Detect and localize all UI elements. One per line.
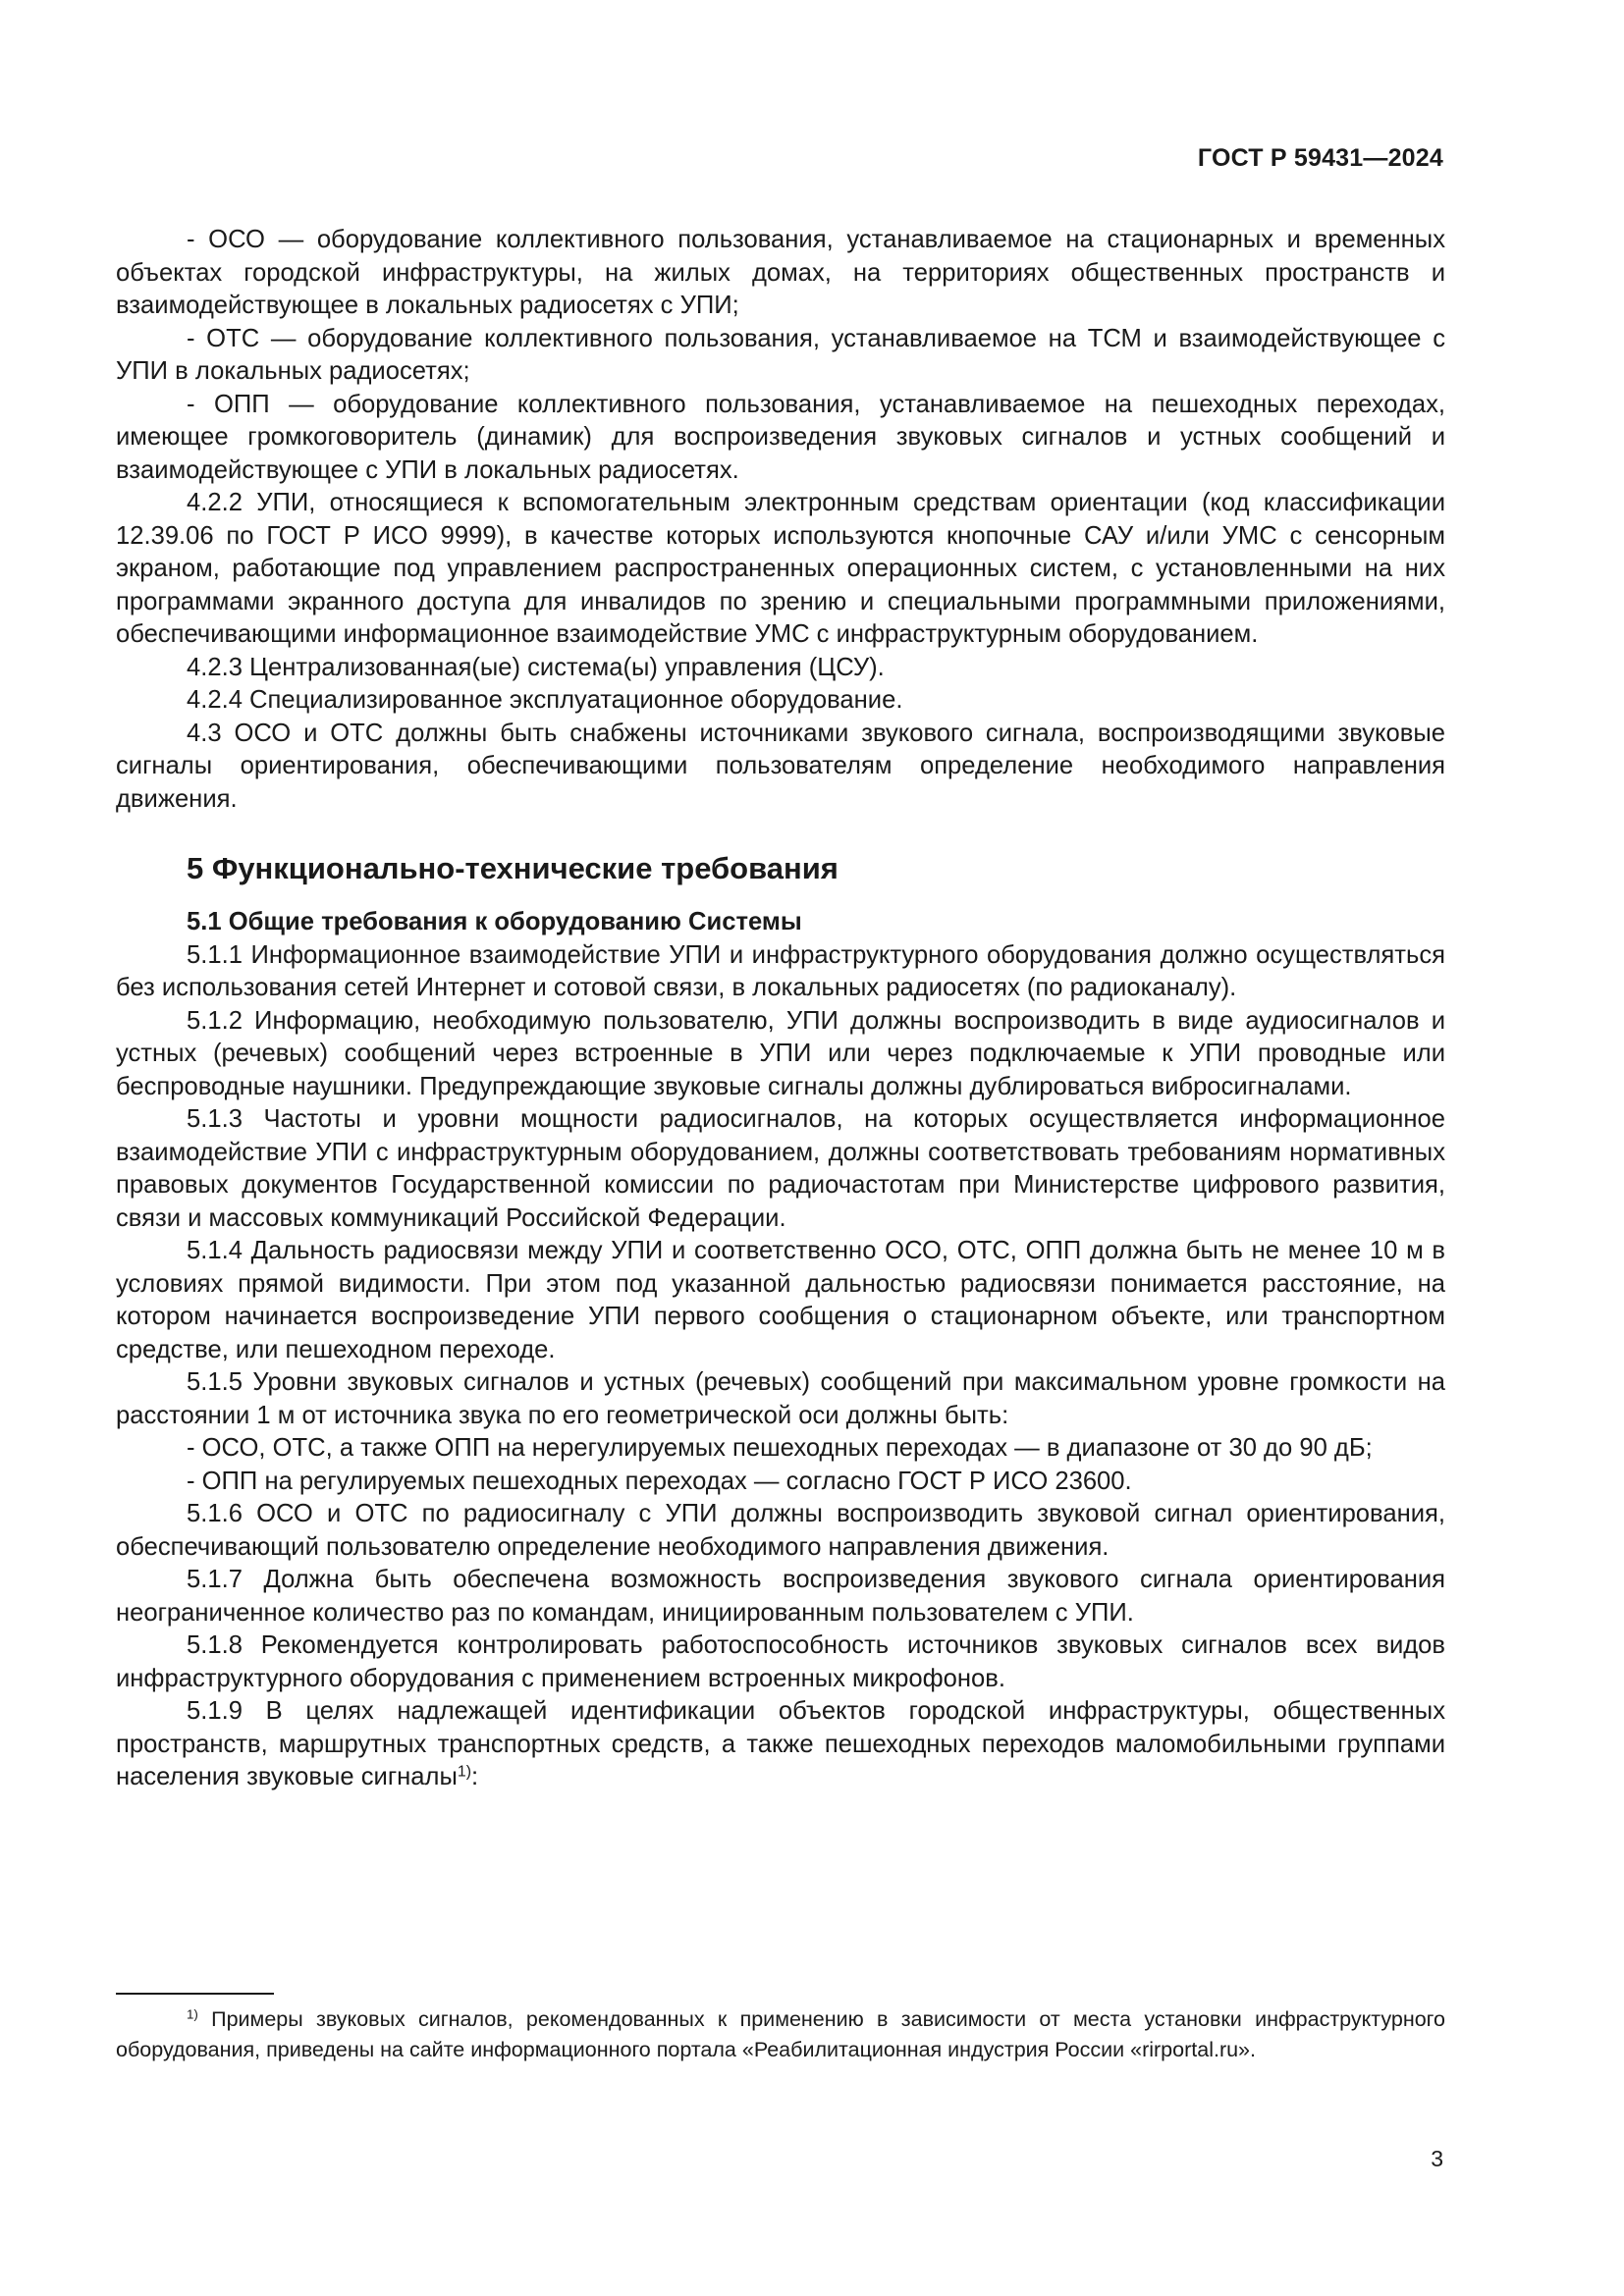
paragraph: - ОТС — оборудование коллективного пользования, устанавливаемое на ТСМ и взаимодействующее с УПИ в локальных радиосетях; <box>116 324 1445 385</box>
paragraph <box>116 1695 1445 1794</box>
subsection-heading: 5.1 Общие требования к оборудованию Системы <box>187 908 802 935</box>
list-item: - ОСО, ОТС, а также ОПП на нерегулируемых пешеходных переходах — в диапазоне от 30 до 90 дБ; <box>187 1434 1373 1462</box>
paragraph: 5.1.1 Информационное взаимодействие УПИ и инфраструктурного оборудования должно осуществляться без использования сетей Интернет и сотовой связи, в локальных радиосетях (по радиоканалу). <box>116 940 1445 1001</box>
paragraph: 4.3 ОСО и ОТС должны быть снабжены источниками звукового сигнала, воспроизводящими звуковые сигналы ориентирования, обеспечивающими пользователям определение необходимого направления движения. <box>116 719 1445 813</box>
footnote-text <box>116 2004 1445 2065</box>
footnote <box>116 2004 1445 2065</box>
paragraph: 5.1.6 ОСО и ОТС по радиосигналу с УПИ должны воспроизводить звуковой сигнал ориентирования, обеспечивающий пользователю определение необходимого направления движения. <box>116 1500 1445 1561</box>
footnote-reference[interactable]: 1) <box>457 1763 471 1781</box>
footnote-divider <box>116 1993 274 1995</box>
page-number: 3 <box>1431 2146 1443 2171</box>
paragraph: 4.2.2 УПИ, относящиеся к вспомогательным электронным средствам ориентации (код классификации 12.39.06 по ГОСТ Р ИСО 9999), в качестве которых используются кнопочные САУ и/или УМС с сенсорным экраном, работающие под управлением распространенных операционных систем, с установленными на них программами экранного доступа для инвалидов по зрению и специальными программными приложениями, обеспечивающими информационное взаимодействие УМС с инфраструктурным оборудованием. <box>116 489 1445 648</box>
footnote-body: Примеры звуковых сигналов, рекомендованных к применению в зависимости от места установки инфраструктурного оборудования, приведены на сайте информационного портала «Реабилитационная индустрия России «rirportal.ru». <box>116 2007 1445 2061</box>
paragraph: 5.1.2 Информацию, необходимую пользователю, УПИ должны воспроизводить в виде аудиосигналов и устных (речевых) сообщений через встроенные в УПИ или через подключаемые к УПИ проводные или беспроводные наушники. Предупреждающие звуковые сигналы должны дублироваться вибросигналами. <box>116 1006 1445 1100</box>
paragraph: - ОПП — оборудование коллективного пользования, устанавливаемое на пешеходных переходах, имеющее громкоговоритель (динамик) для воспроизведения звуковых сигналов и устных сообщений и взаимодействующее с УПИ в локальных радиосетях. <box>116 390 1445 484</box>
footnote-mark: 1) <box>187 2006 198 2022</box>
paragraph-text: 5.1.9 В целях надлежащей идентификации объектов городской инфраструктуры, общественных пространств, маршрутных транспортных средств, а также пешеходных переходов маломобильными группами населения звуковые сигналы <box>116 1697 1445 1790</box>
paragraph: 5.1.4 Дальность радиосвязи между УПИ и соответственно ОСО, ОТС, ОПП должна быть не менее 10 м в условиях прямой видимости. При этом под указанной дальностью радиосвязи понимается расстояние, на котором начинается воспроизведение УПИ первого сообщения о стационарном объекте, или транспортном средстве, или пешеходном переходе. <box>116 1237 1445 1363</box>
paragraph: 5.1.7 Должна быть обеспечена возможность воспроизведения звукового сигнала ориентирования неограниченное количество раз по командам, инициированным пользователем с УПИ. <box>116 1566 1445 1627</box>
document-header: ГОСТ Р 59431—2024 <box>1197 144 1443 172</box>
paragraph: 5.1.5 Уровни звуковых сигналов и устных (речевых) сообщений при максимальном уровне громкости на расстоянии 1 м от источника звука по его геометрической оси должны быть: <box>116 1368 1445 1429</box>
paragraph: 4.2.3 Централизованная(ые) система(ы) управления (ЦСУ). <box>187 653 885 681</box>
paragraph: - ОСО — оборудование коллективного пользования, устанавливаемое на стационарных и временных объектах городской инфраструктуры, на жилых домах, на территориях общественных пространств и взаимодействующее в локальных радиосетях с УПИ; <box>116 226 1445 319</box>
paragraph-tail: : <box>470 1763 479 1790</box>
paragraph: 5.1.8 Рекомендуется контролировать работоспособность источников звуковых сигналов всех видов инфраструктурного оборудования с применением встроенных микрофонов. <box>116 1631 1445 1692</box>
paragraph: 4.2.4 Специализированное эксплуатационное оборудование. <box>187 686 903 714</box>
document-body <box>116 224 1445 1794</box>
paragraph: 5.1.3 Частоты и уровни мощности радиосигналов, на которых осуществляется информационное взаимодействие УПИ с инфраструктурным оборудованием, должны соответствовать требованиям нормативных правовых документов Государственной комиссии по радиочастотам при Министерстве цифрового развития, связи и массовых коммуникаций Российской Федерации. <box>116 1105 1445 1232</box>
list-item: - ОПП на регулируемых пешеходных переходах — согласно ГОСТ Р ИСО 23600. <box>187 1467 1132 1495</box>
section-heading: 5 Функционально-технические требования <box>187 851 839 885</box>
